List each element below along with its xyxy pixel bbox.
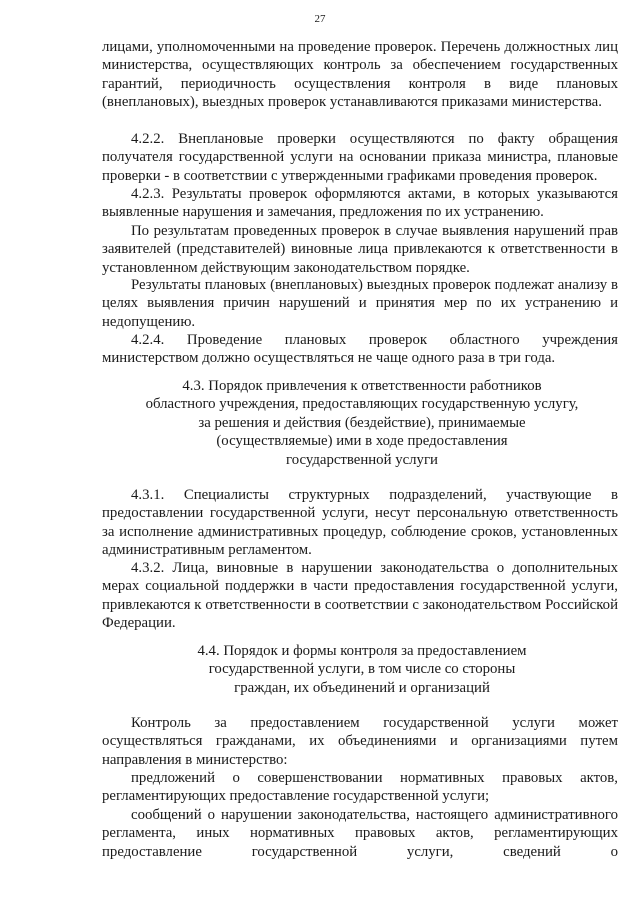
heading-line: государственной услуги, в том числе со стороны xyxy=(208,661,516,678)
paragraph-reports: сообщений о нарушении законодательства, настоящего административного регламента, иных нормативных правовых актов, регламентирующих предоставление государственной услуги, сведений о xyxy=(102,807,618,860)
paragraph-4-2-4: 4.2.4. Проведение плановых проверок областного учреждения министерством должно осуществляться не чаще одного раза в три года. xyxy=(102,332,618,367)
heading-line: за решения и действия (бездействие), принимаемые xyxy=(198,414,526,431)
paragraph-proposals: предложений о совершенствовании нормативных правовых актов, регламентирующих предоставление государственной услуги; xyxy=(102,770,618,805)
section-heading-4-4 xyxy=(92,642,632,697)
heading-line: (осуществляемые) ими в ходе предоставления xyxy=(216,433,508,450)
paragraph-4-3-1: 4.3.1. Специалисты структурных подразделений, участвующие в предоставлении государственной услуги, несут персональную ответственность за исполнение административных процедур, соблюдение сроков, установленных административным регламентом. xyxy=(102,487,618,559)
paragraph-violations: По результатам проведенных проверок в случае выявления нарушений прав заявителей (представителей) виновные лица привлекаются к ответственности в установленном действующим законодательством порядке. xyxy=(102,223,618,276)
paragraph-4-2-2: 4.2.2. Внеплановые проверки осуществляются по факту обращения получателя государственной услуги на основании приказа министра, плановые проверки - в соответствии с утвержденными графиками проведения проверок. xyxy=(102,131,618,184)
paragraph-results: Результаты плановых (внеплановых) выездных проверок подлежат анализу в целях выявления причин нарушений и принятия мер по их устранению и недопущению. xyxy=(102,277,618,330)
page-number: 27 xyxy=(314,13,326,25)
heading-line: граждан, их объединений и организаций xyxy=(234,679,490,696)
paragraph-4-2-3: 4.2.3. Результаты проверок оформляются актами, в которых указываются выявленные нарушения и замечания, предложения по их устранению. xyxy=(102,186,618,221)
heading-line: областного учреждения, предоставляющих государственную услугу, xyxy=(145,396,579,413)
paragraph-4-3-2: 4.3.2. Лица, виновные в нарушении законодательства о дополнительных мерах социальной поддержки в части предоставления государственной услуги, привлекаются к ответственности в соответствии с законодательством Российской Федерации. xyxy=(102,560,618,632)
heading-line: 4.4. Порядок и формы контроля за предоставлением xyxy=(197,643,527,659)
paragraph-public-control: Контроль за предоставлением государственной услуги может осуществляться гражданами, их объединениями и организациями путем направления в министерство: xyxy=(102,715,618,768)
heading-line: 4.3. Порядок привлечения к ответственности работников xyxy=(182,378,542,394)
heading-line: государственной услуги xyxy=(286,451,438,468)
section-heading-4-3 xyxy=(92,377,632,469)
paragraph-inspectors: лицами, уполномоченными на проведение проверок. Перечень должностных лиц министерства, осуществляющих контроль за обеспечением государственных гарантий, периодичность осуществления контроля в виде плановых (внеплановых), выездных проверок устанавливаются приказами министерства. xyxy=(102,39,618,111)
